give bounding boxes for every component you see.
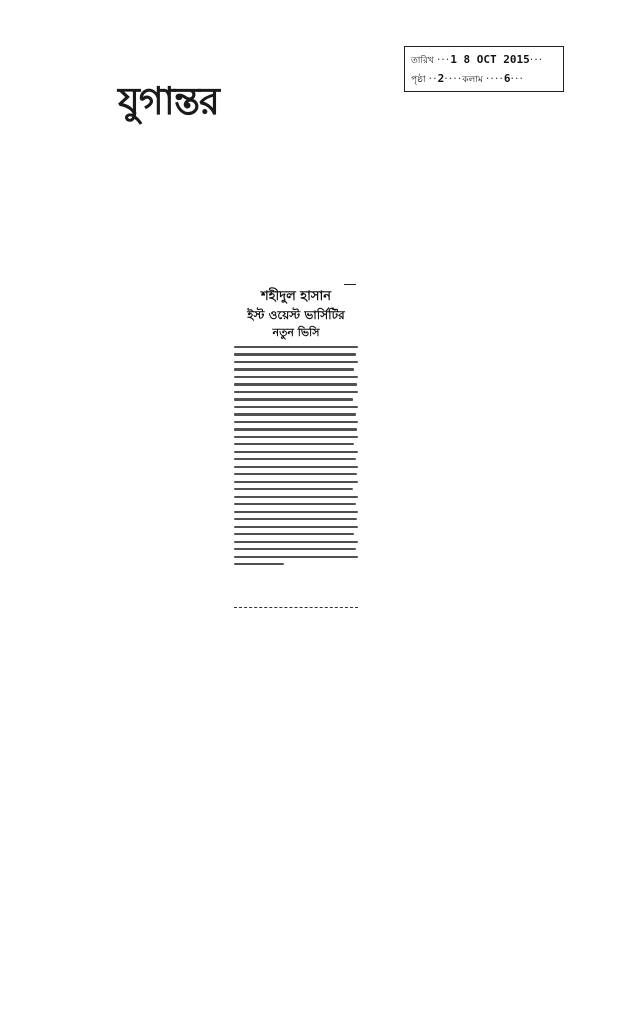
stamp-page-value: 2 (437, 72, 445, 85)
clipping-headline-line1: শহীদুল হাসান (261, 289, 331, 304)
stamp-date-value: 1 8 OCT 2015 (450, 53, 530, 66)
stamp-page-row: পৃষ্ঠা ·· 2 ···· কলাম ···· 6 ··· (411, 70, 557, 89)
stamp-page-label: পৃষ্ঠা (411, 75, 426, 85)
stamp-date-row: তারিখ ··· 1 8 OCT 2015 ··· (411, 51, 557, 70)
clipping-cut-mark (344, 284, 356, 285)
clipping-date-stamp (404, 46, 564, 92)
clipping-body-text-illegible (234, 346, 358, 578)
clipping-headline-line3: নতুন ভিসি (272, 326, 320, 339)
stamp-column-label: কলাম (462, 75, 483, 85)
news-clipping (234, 288, 358, 600)
newspaper-masthead: যুগান্তর (118, 79, 219, 123)
clipping-bottom-cut-line (234, 607, 358, 608)
stamp-column-value: 6 (503, 72, 511, 85)
clipping-headline-line2: ইস্ট ওয়েস্ট ভার্সিটির (247, 308, 345, 322)
stamp-date-label: তারিখ (411, 56, 434, 66)
